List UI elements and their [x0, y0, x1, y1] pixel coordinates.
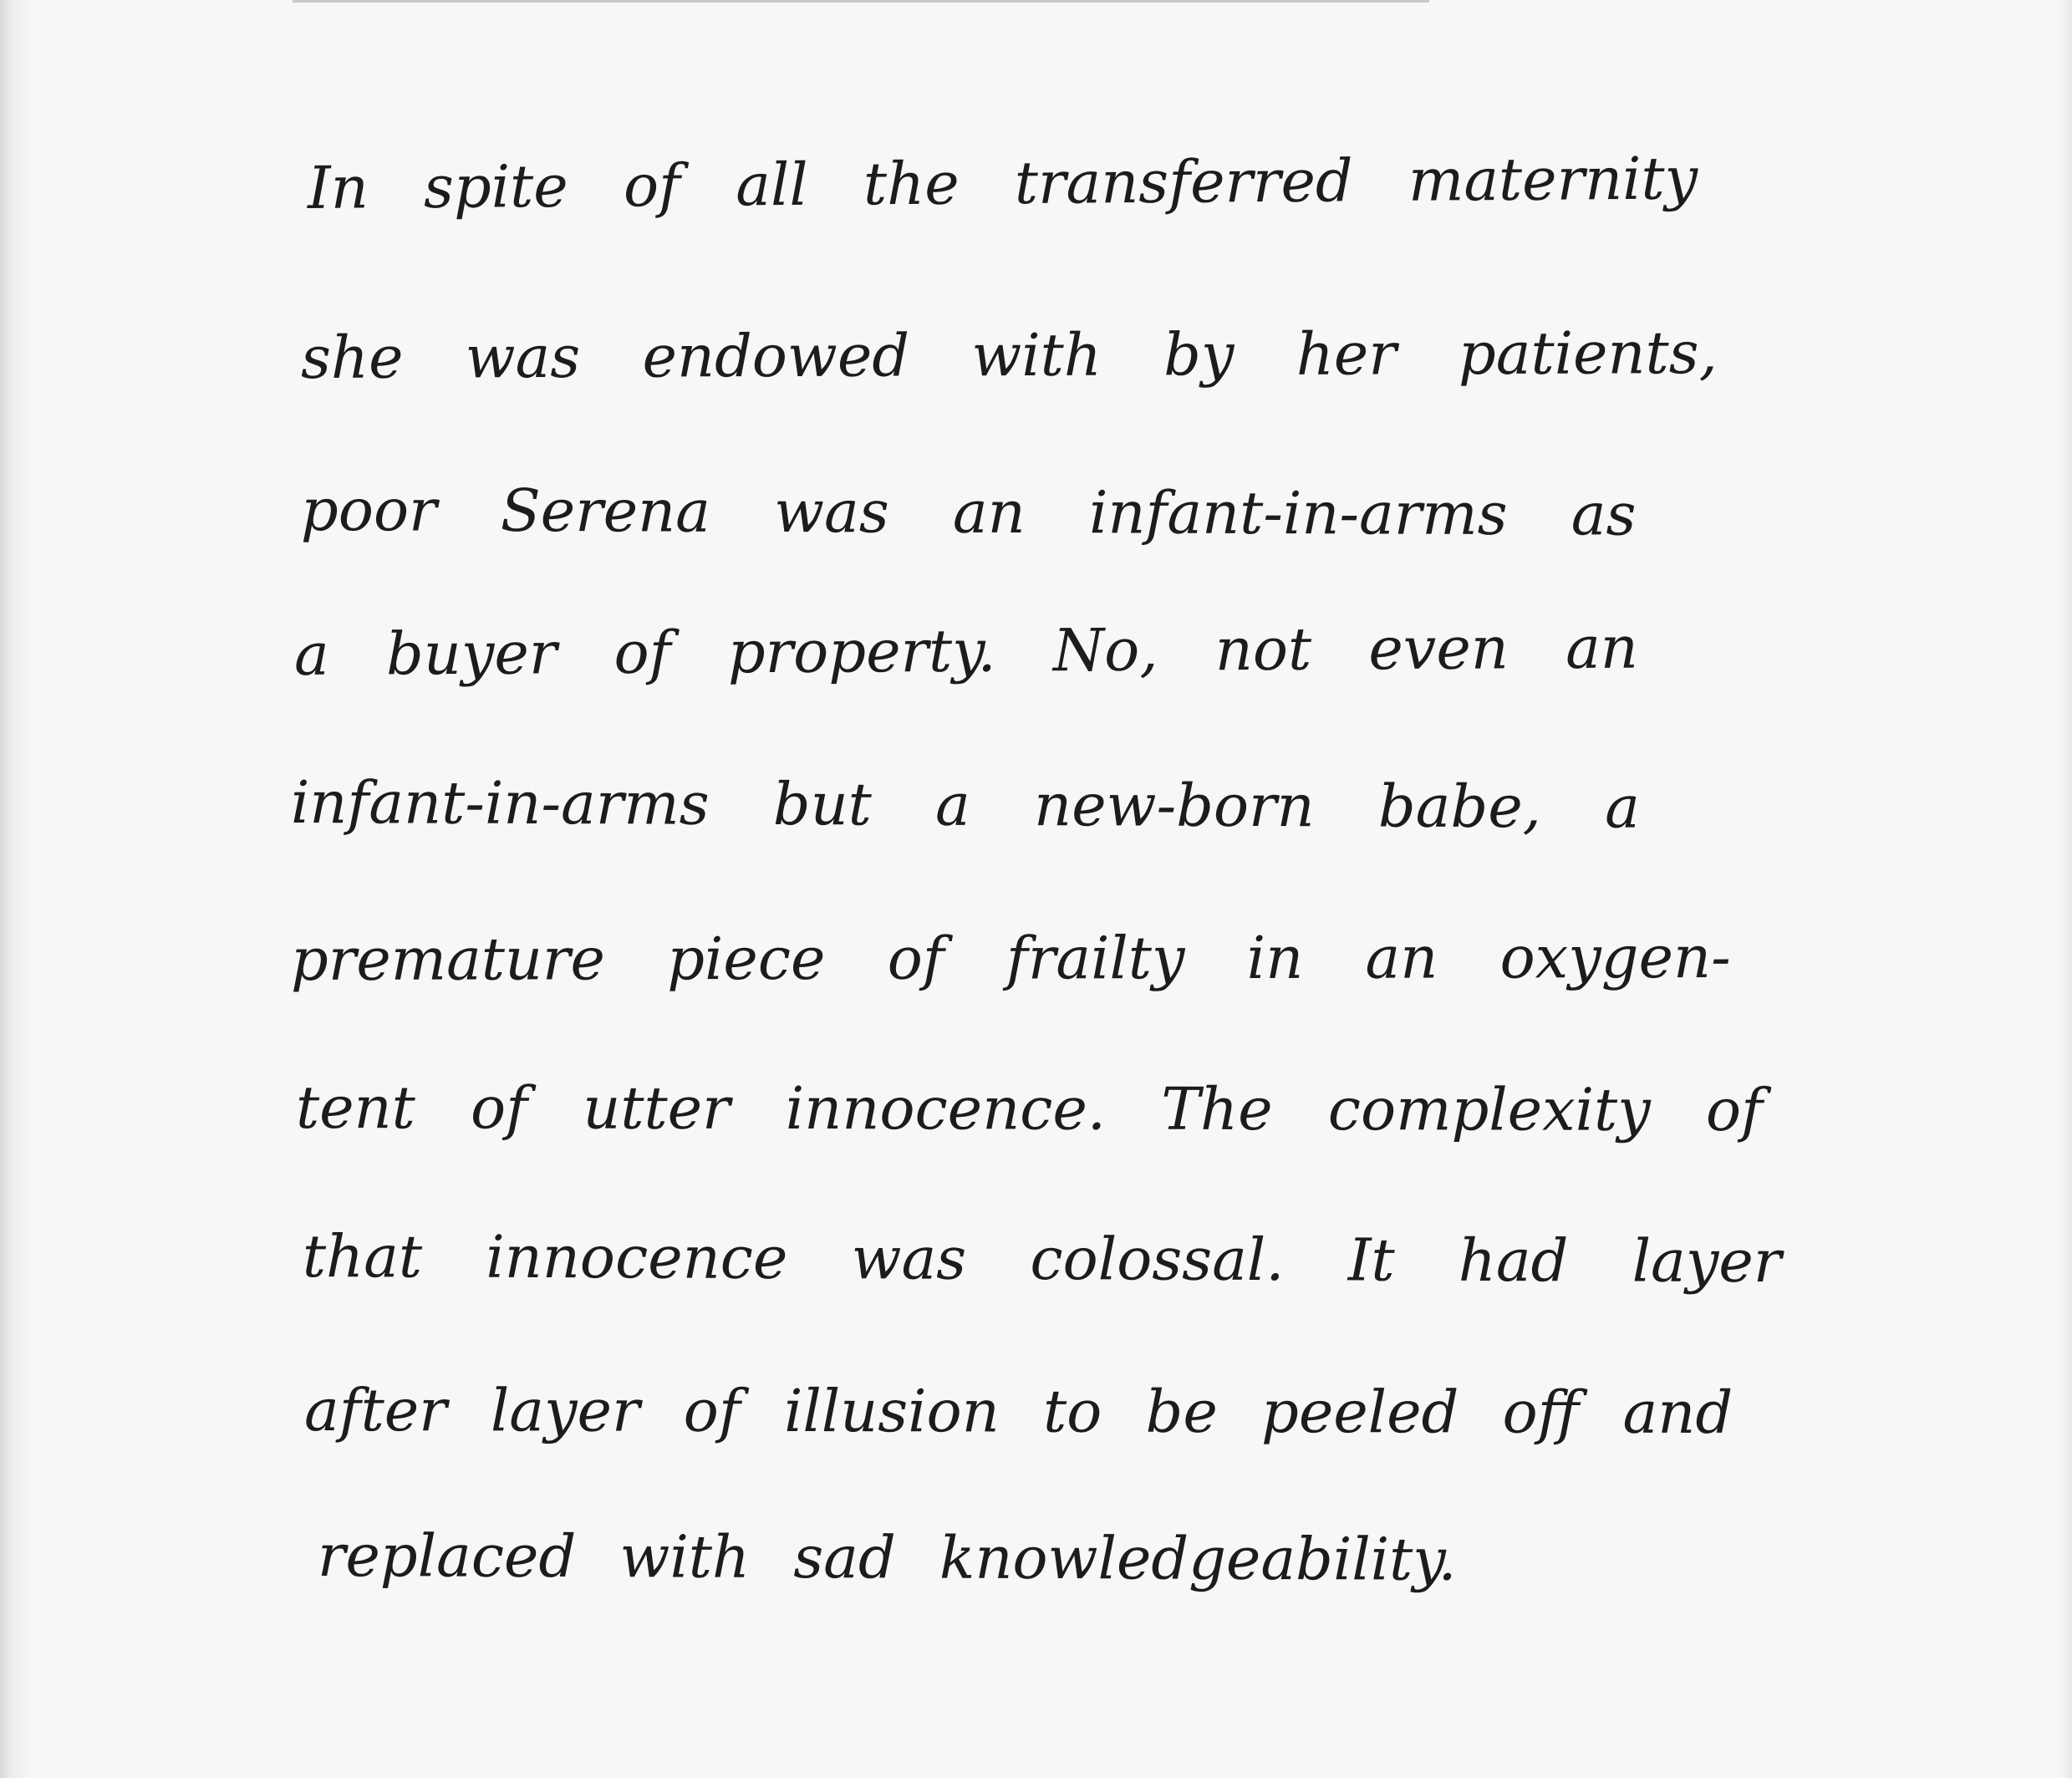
handwritten-line: premature piece of frailty in an oxygen- [290, 922, 1731, 994]
handwritten-line: infant-in-arms but a new-born babe, a [290, 768, 1641, 842]
handwritten-line: replaced with sad knowledgeability. [317, 1521, 1457, 1594]
handwritten-line: a buyer of property. No, not even an [293, 613, 1639, 689]
handwritten-line: tent of utter innocence. The complexity of [295, 1073, 1764, 1145]
handwritten-line: poor Serena was an infant-in-arms as [300, 476, 1637, 549]
handwritten-line: after layer of illusion to be peeled off and [303, 1376, 1733, 1447]
handwritten-line: she was endowed with by her patients, [300, 318, 1718, 392]
handwritten-line: that innocence was colossal. It had layer [302, 1222, 1782, 1297]
handwritten-line: In spite of all the transferred maternity [307, 144, 1698, 222]
